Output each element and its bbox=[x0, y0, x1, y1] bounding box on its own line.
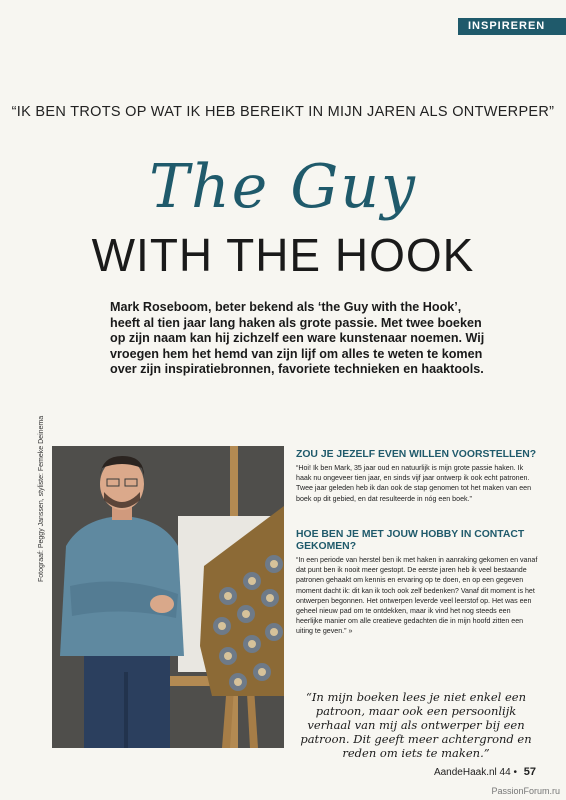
watermark: PassionForum.ru bbox=[491, 786, 560, 796]
title-script: The Guy bbox=[149, 152, 417, 222]
page-folio bbox=[434, 766, 536, 778]
magazine-name: AandeHaak.nl 44 bbox=[433, 767, 511, 778]
page-number: 57 bbox=[523, 766, 536, 778]
qa-body: “In een periode van herstel ben ik met haken in aanraking gekomen en vanaf dat punt ben ik nooit meer gestopt. De eerste jaren heb ik veel bestaande patronen gehaakt om kennis en ervaring op te doen, en op een gegeven moment dacht ik: dit kan ik toch ook zelf bedenken? Vanaf dit moment is het ontwerpen begonnen. Het ontwerpen leverde veel leerstof op. Het was een geheel nieuw pad om te ontdekken, maar ik vind het nog steeds een heerlijke manier om alle creatieve gedachten die in mijn hoofd zitten een uiting te geven.” » bbox=[296, 556, 538, 636]
pull-quote-top: “IK BEN TROTS OP WAT IK HEB BEREIKT IN MIJN JAREN ALS ONTWERPER” bbox=[11, 104, 555, 120]
bottom-pull-quote: “In mijn boeken lees je niet enkel een patroon, maar ook een persoonlijk verhaal van mij als ontwerper bij een patroon. Dit geeft meer achtergrond en reden om iets te maken.” bbox=[300, 690, 532, 760]
qa-body: “Hoi! Ik ben Mark, 35 jaar oud en natuurlijk is mijn grote passie haken. Ik haak nu ongeveer tien jaar, en sinds vijf jaar ontwerp ik ook echt patronen. Twee jaar geleden heb ik dan ook de stap genomen tot het maken van een boek op dit gebied, en dat resulteerde in nóg een boek.” bbox=[296, 464, 532, 503]
title-caps: WITH THE HOOK bbox=[91, 229, 475, 281]
qa-heading: ZOU JE JEZELF EVEN WILLEN VOORSTELLEN? bbox=[296, 449, 537, 460]
qa-section-1 bbox=[296, 449, 538, 504]
qa-heading: HOE BEN JE MET JOUW HOBBY IN CONTACT GEKOMEN? bbox=[296, 529, 525, 552]
folio-bullet: • bbox=[513, 767, 517, 778]
portrait-photo bbox=[52, 446, 284, 748]
section-tag: INSPIREREN bbox=[458, 18, 566, 35]
qa-section-2 bbox=[296, 529, 538, 637]
photo-credit: Fotograaf: Peggy Janssen, styliste: Femeke Deinema bbox=[38, 415, 45, 582]
intro-paragraph: Mark Roseboom, beter bekend als ‘the Guy with the Hook’, heeft al tien jaar lang haken als grote passie. Met twee boeken op zijn naam kan hij zichzelf een ware kunstenaar noemen. Wij vroegen hem het hemd van zijn lijf om alles te weten te komen over zijn inspiratiebronnen, favoriete technieken en haaktools. bbox=[110, 300, 485, 377]
